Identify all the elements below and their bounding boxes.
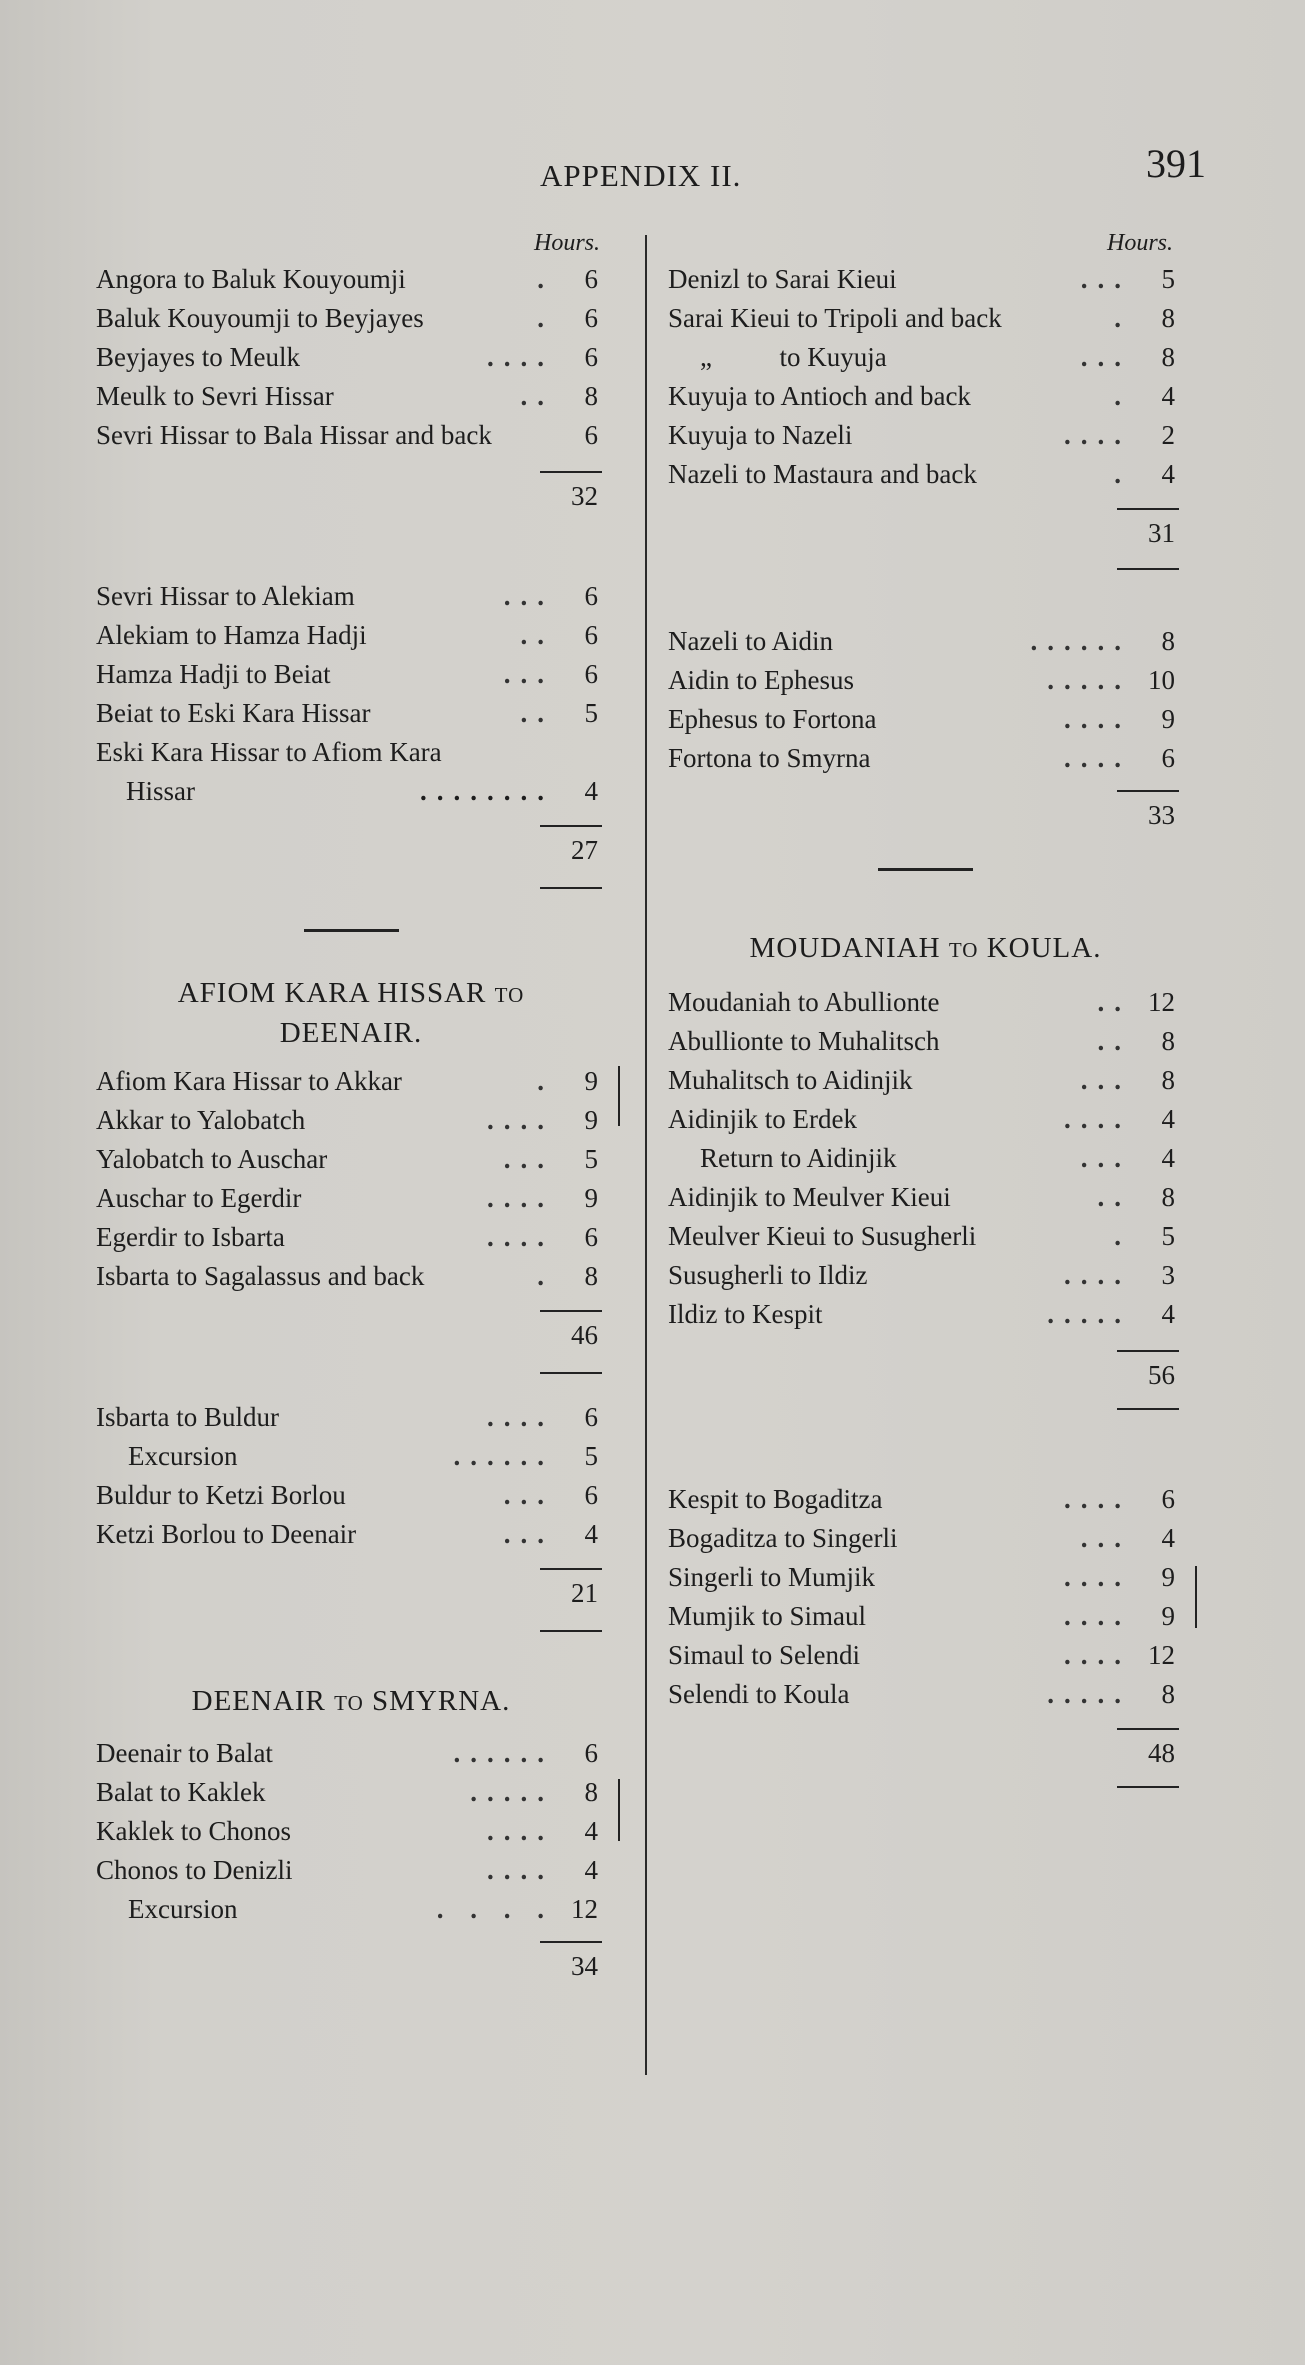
page-number: 391 [1146, 141, 1206, 186]
route-row: Singerli to Mumjik .... 9 [668, 1558, 1183, 1597]
brace [608, 1779, 620, 1841]
route-list [96, 1062, 606, 1296]
route-row: Excursion ...... 5 [96, 1437, 606, 1476]
route-row: Susugherli to Ildiz .... 3 [668, 1256, 1183, 1295]
sum-rule [1117, 1786, 1179, 1788]
route-name: „ to Kuyuja [700, 342, 887, 372]
hours-header: Hours. [533, 230, 600, 256]
route-name: Return to Aidinjik [700, 1143, 897, 1173]
route-name: Hissar [126, 776, 195, 806]
route-name: Moudaniah to Abullionte [668, 987, 940, 1017]
route-row: Moudaniah to Abullionte .. 12 [668, 983, 1183, 1022]
route-hours: 8 [1161, 342, 1175, 372]
route-name: Selendi to Koula [668, 1679, 850, 1709]
brace [1185, 1566, 1197, 1628]
route-hours: 4 [1161, 1299, 1175, 1329]
route-name: Deenair to Balat [96, 1738, 273, 1768]
route-name: Egerdir to Isbarta [96, 1222, 285, 1252]
route-row: Auschar to Egerdir .... 9 [96, 1179, 606, 1218]
route-row: Hamza Hadji to Beiat ... 6 [96, 655, 606, 694]
route-hours: 6 [1161, 1484, 1175, 1514]
route-hours: 8 [1161, 1065, 1175, 1095]
route-list [668, 260, 1183, 494]
route-name: Meulk to Sevri Hissar [96, 381, 334, 411]
route-row: Afiom Kara Hissar to Akkar . 9 [96, 1062, 606, 1101]
route-row: Bogaditza to Singerli ... 4 [668, 1519, 1183, 1558]
route-name: Fortona to Smyrna [668, 743, 871, 773]
route-list [96, 260, 606, 455]
route-hours: 6 [584, 303, 598, 333]
route-row: Kuyuja to Nazeli .... 2 [668, 416, 1183, 455]
route-name: Baluk Kouyoumji to Beyjayes [96, 303, 424, 333]
route-row [96, 733, 606, 772]
route-hours: 9 [1161, 1562, 1175, 1592]
route-hours: 9 [584, 1066, 598, 1096]
route-hours: 5 [1161, 264, 1175, 294]
left-column [96, 230, 606, 1989]
route-row: Meulk to Sevri Hissar .. 8 [96, 377, 606, 416]
route-total: 33 [1148, 800, 1175, 830]
route-name: Abullionte to Muhalitsch [668, 1026, 940, 1056]
route-name: Yalobatch to Auschar [96, 1144, 328, 1174]
route-hours: 4 [1161, 459, 1175, 489]
route-name: Bogaditza to Singerli [668, 1523, 898, 1553]
route-row: Simaul to Selendi .... 12 [668, 1636, 1183, 1675]
route-name: Aidin to Ephesus [668, 665, 854, 695]
route-name: Ketzi Borlou to Deenair [96, 1519, 357, 1549]
route-hours: 4 [584, 1855, 598, 1885]
route-row: Nazeli to Mastaura and back . 4 [668, 455, 1183, 494]
route-total: 27 [571, 835, 598, 865]
route-row: Abullionte to Muhalitsch .. 8 [668, 1022, 1183, 1061]
route-name: Chonos to Denizli [96, 1855, 293, 1885]
route-row: Buldur to Ketzi Borlou ... 6 [96, 1476, 606, 1515]
route-total: 48 [1148, 1738, 1175, 1768]
route-hours: 8 [584, 1777, 598, 1807]
route-name: Ildiz to Kespit [668, 1299, 823, 1329]
route-row: Ephesus to Fortona .... 9 [668, 700, 1183, 739]
route-hours: 5 [584, 698, 598, 728]
route-list [96, 1398, 606, 1554]
route-hours: 5 [584, 1144, 598, 1174]
running-head: APPENDIX II. [540, 158, 742, 193]
route-hours: 12 [1148, 1640, 1175, 1670]
route-hours: 12 [571, 1894, 598, 1924]
route-name: Excursion [128, 1894, 238, 1924]
route-name: Kespit to Bogaditza [668, 1484, 883, 1514]
route-list [668, 983, 1183, 1334]
route-row: Meulver Kieui to Susugherli . 5 [668, 1217, 1183, 1256]
route-hours: 10 [1148, 665, 1175, 695]
route-row: Ildiz to Kespit ..... 4 [668, 1295, 1183, 1334]
route-name: Nazeli to Mastaura and back [668, 459, 977, 489]
route-name: Sarai Kieui to Tripoli and back [668, 303, 1002, 333]
route-row: Sarai Kieui to Tripoli and back . 8 [668, 299, 1183, 338]
route-name: Auschar to Egerdir [96, 1183, 302, 1213]
route-hours: 8 [584, 381, 598, 411]
route-name: Kuyuja to Antioch and back [668, 381, 971, 411]
route-row: Balat to Kaklek ..... 8 [96, 1773, 606, 1812]
section-title: MOUDANIAH TO KOULA. [749, 932, 1102, 964]
brace [608, 1066, 620, 1126]
route-row: Aidinjik to Erdek .... 4 [668, 1100, 1183, 1139]
route-hours: 8 [1161, 626, 1175, 656]
route-hours: 8 [1161, 1182, 1175, 1212]
route-list [96, 577, 606, 811]
route-name: Hamza Hadji to Beiat [96, 659, 331, 689]
route-row: Kespit to Bogaditza .... 6 [668, 1480, 1183, 1519]
route-hours: 6 [1161, 743, 1175, 773]
route-list [96, 1734, 606, 1929]
route-hours: 6 [584, 264, 598, 294]
route-hours: 6 [584, 1402, 598, 1432]
route-name: Singerli to Mumjik [668, 1562, 876, 1592]
route-row: Isbarta to Sagalassus and back . 8 [96, 1257, 606, 1296]
route-hours: 5 [1161, 1221, 1175, 1251]
route-hours: 8 [1161, 1679, 1175, 1709]
route-hours: 9 [1161, 1601, 1175, 1631]
route-hours: 4 [1161, 1143, 1175, 1173]
route-hours: 6 [584, 1738, 598, 1768]
route-hours: 4 [1161, 381, 1175, 411]
route-hours: 6 [584, 420, 598, 450]
route-row: Yalobatch to Auschar ... 5 [96, 1140, 606, 1179]
route-name: Isbarta to Sagalassus and back [96, 1261, 425, 1291]
route-total: 21 [571, 1578, 598, 1608]
route-name: Eski Kara Hissar to Afiom Kara [96, 737, 442, 767]
route-total: 32 [571, 481, 598, 511]
route-total: 31 [1148, 518, 1175, 548]
route-row: Mumjik to Simaul .... 9 [668, 1597, 1183, 1636]
route-hours: 3 [1161, 1260, 1175, 1290]
route-name: Denizl to Sarai Kieui [668, 264, 897, 294]
route-row: Ketzi Borlou to Deenair ... 4 [96, 1515, 606, 1554]
route-total: 46 [571, 1320, 598, 1350]
route-row: Akkar to Yalobatch .... 9 [96, 1101, 606, 1140]
route-row: Angora to Baluk Kouyoumji . 6 [96, 260, 606, 299]
route-hours: 4 [584, 1519, 598, 1549]
route-total: 34 [571, 1951, 598, 1981]
route-name: Angora to Baluk Kouyoumji [96, 264, 406, 294]
route-row: Deenair to Balat ...... 6 [96, 1734, 606, 1773]
route-hours: 8 [1161, 1026, 1175, 1056]
route-hours: 6 [584, 620, 598, 650]
route-name: Beiat to Eski Kara Hissar [96, 698, 371, 728]
route-hours: 6 [584, 659, 598, 689]
route-name: Simaul to Selendi [668, 1640, 860, 1670]
section-title: DEENAIR TO SMYRNA. [191, 1685, 511, 1717]
route-name: Mumjik to Simaul [668, 1601, 867, 1631]
route-row: Return to Aidinjik ... 4 [668, 1139, 1183, 1178]
route-row: Beyjayes to Meulk .... 6 [96, 338, 606, 377]
column-divider [645, 235, 647, 2075]
route-name: Afiom Kara Hissar to Akkar [96, 1066, 402, 1096]
route-row [96, 416, 606, 455]
route-row: Kaklek to Chonos .... 4 [96, 1812, 606, 1851]
route-name: Sevri Hissar to Alekiam [96, 581, 355, 611]
route-name: Susugherli to Ildiz [668, 1260, 868, 1290]
route-hours: 9 [1161, 704, 1175, 734]
route-row: Aidin to Ephesus ..... 10 [668, 661, 1183, 700]
route-hours: 6 [584, 1480, 598, 1510]
route-row: „ to Kuyuja ... 8 [668, 338, 1183, 377]
route-row: Selendi to Koula ..... 8 [668, 1675, 1183, 1714]
route-list [668, 622, 1183, 778]
route-row: Nazeli to Aidin ...... 8 [668, 622, 1183, 661]
route-hours: 6 [584, 581, 598, 611]
route-name: Muhalitsch to Aidinjik [668, 1065, 913, 1095]
route-hours: 8 [584, 1261, 598, 1291]
route-name: Kuyuja to Nazeli [668, 420, 853, 450]
route-name: Excursion [128, 1441, 238, 1471]
route-row: Excursion . . . . 12 [96, 1890, 606, 1929]
route-row: Muhalitsch to Aidinjik ... 8 [668, 1061, 1183, 1100]
route-hours: 9 [584, 1183, 598, 1213]
route-row: Aidinjik to Meulver Kieui .. 8 [668, 1178, 1183, 1217]
route-total: 56 [1148, 1360, 1175, 1390]
route-list [668, 1480, 1183, 1714]
route-name: Beyjayes to Meulk [96, 342, 300, 372]
route-name: Balat to Kaklek [96, 1777, 266, 1807]
route-row: Fortona to Smyrna .... 6 [668, 739, 1183, 778]
route-hours: 5 [584, 1441, 598, 1471]
route-row: Chonos to Denizli .... 4 [96, 1851, 606, 1890]
route-name: Meulver Kieui to Susugherli [668, 1221, 977, 1251]
hours-header: Hours. [1106, 230, 1173, 256]
section-title: AFIOM KARA HISSAR TO DEENAIR. [177, 977, 525, 1049]
route-name: Kaklek to Chonos [96, 1816, 291, 1846]
route-row: Egerdir to Isbarta .... 6 [96, 1218, 606, 1257]
route-row: Baluk Kouyoumji to Beyjayes . 6 [96, 299, 606, 338]
route-hours: 4 [584, 776, 598, 806]
route-name: Alekiam to Hamza Hadji [96, 620, 367, 650]
route-name: Aidinjik to Erdek [668, 1104, 857, 1134]
route-row: Sevri Hissar to Alekiam ... 6 [96, 577, 606, 616]
route-hours: 4 [584, 1816, 598, 1846]
route-hours: 12 [1148, 987, 1175, 1017]
route-name: Nazeli to Aidin [668, 626, 833, 656]
route-row-continued: Hissar ........ 4 [96, 772, 606, 811]
route-name: Akkar to Yalobatch [96, 1105, 306, 1135]
route-row: Isbarta to Buldur .... 6 [96, 1398, 606, 1437]
route-hours: 4 [1161, 1104, 1175, 1134]
route-hours: 6 [584, 342, 598, 372]
route-hours: 6 [584, 1222, 598, 1252]
route-row: Beiat to Eski Kara Hissar .. 5 [96, 694, 606, 733]
route-name: Sevri Hissar to Bala Hissar and back [96, 420, 492, 450]
route-name: Isbarta to Buldur [96, 1402, 279, 1432]
route-name: Buldur to Ketzi Borlou [96, 1480, 346, 1510]
route-hours: 4 [1161, 1523, 1175, 1553]
route-row: Alekiam to Hamza Hadji .. 6 [96, 616, 606, 655]
route-row: Kuyuja to Antioch and back . 4 [668, 377, 1183, 416]
route-hours: 9 [584, 1105, 598, 1135]
route-hours: 8 [1161, 303, 1175, 333]
route-row: Denizl to Sarai Kieui ... 5 [668, 260, 1183, 299]
route-name: Aidinjik to Meulver Kieui [668, 1182, 951, 1212]
right-column [668, 230, 1183, 1788]
route-name: Ephesus to Fortona [668, 704, 877, 734]
route-hours: 2 [1161, 420, 1175, 450]
